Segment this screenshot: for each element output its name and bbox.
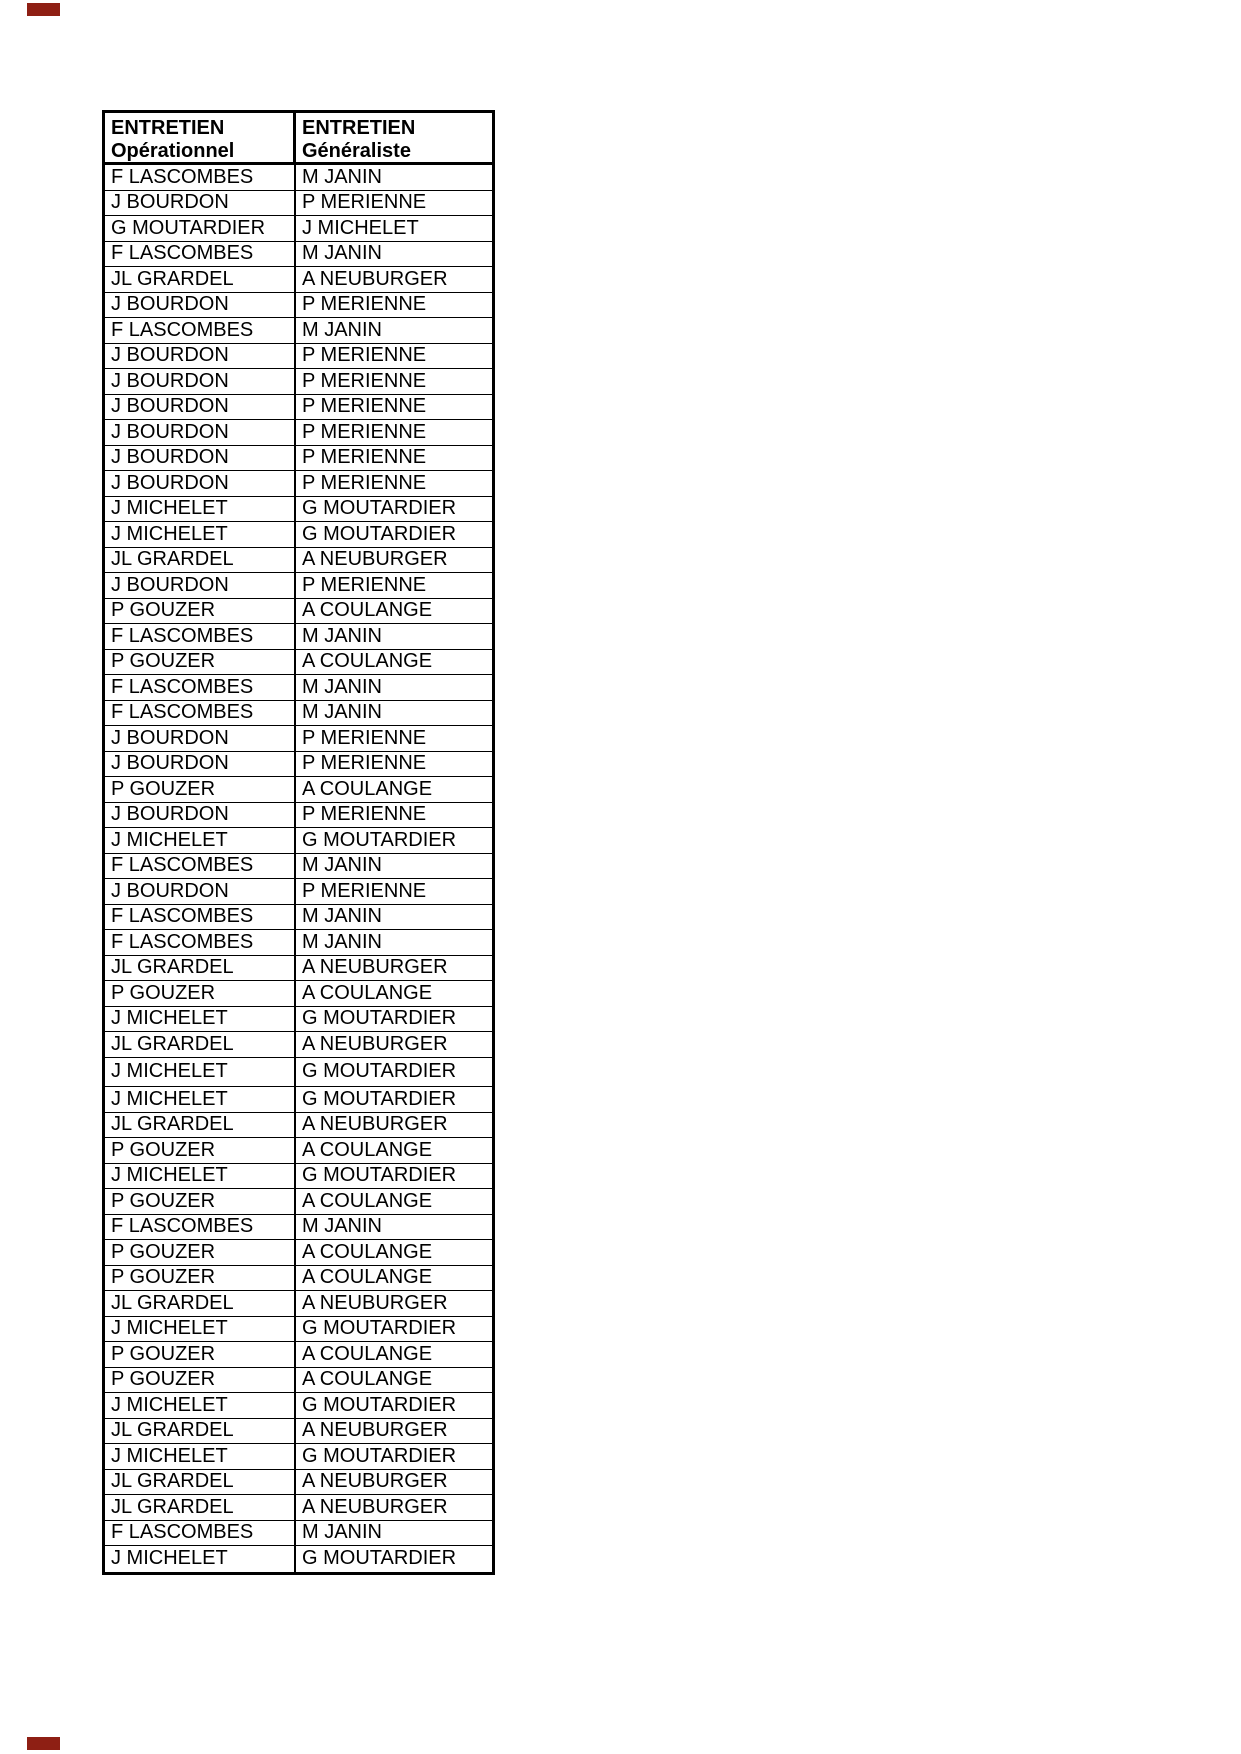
cell-operationnel: J MICHELET bbox=[105, 1546, 296, 1572]
cell-operationnel: J BOURDON bbox=[105, 573, 296, 598]
table-row bbox=[105, 165, 492, 191]
cell-generaliste: M JANIN bbox=[302, 854, 382, 877]
table-row bbox=[105, 216, 492, 242]
cell-generaliste: P MERIENNE bbox=[302, 726, 427, 749]
cell-operationnel: P GOUZER bbox=[105, 1138, 296, 1163]
cell-operationnel: F LASCOMBES bbox=[105, 624, 296, 649]
cell-generaliste: M JANIN bbox=[302, 675, 382, 698]
cell-generaliste: G MOUTARDIER bbox=[302, 1060, 457, 1083]
cell-generaliste: M JANIN bbox=[302, 930, 382, 953]
cell-generaliste: A COULANGE bbox=[302, 599, 433, 622]
header-line: Généraliste bbox=[302, 140, 411, 162]
cell-generaliste: A COULANGE bbox=[302, 1266, 433, 1289]
table-row bbox=[105, 446, 492, 472]
table-row bbox=[105, 522, 492, 548]
cell-generaliste: G MOUTARDIER bbox=[302, 1164, 457, 1187]
cell-generaliste: G MOUTARDIER bbox=[302, 1317, 457, 1340]
cell-generaliste: M JANIN bbox=[302, 165, 382, 188]
cell-generaliste: P MERIENNE bbox=[302, 293, 427, 316]
cell-generaliste: G MOUTARDIER bbox=[302, 1007, 457, 1030]
cell-operationnel: J MICHELET bbox=[105, 1317, 296, 1342]
cell-generaliste: A COULANGE bbox=[302, 1342, 433, 1365]
cell-operationnel: JL GRARDEL bbox=[105, 1470, 296, 1495]
cell-generaliste: M JANIN bbox=[302, 242, 382, 265]
cell-generaliste: M JANIN bbox=[302, 318, 382, 341]
table-body bbox=[105, 165, 492, 1572]
cell-generaliste: A NEUBURGER bbox=[302, 1470, 448, 1493]
cell-generaliste: G MOUTARDIER bbox=[302, 1393, 457, 1416]
cell-generaliste: G MOUTARDIER bbox=[302, 1547, 457, 1570]
table-row bbox=[105, 1266, 492, 1292]
cell-generaliste: A NEUBURGER bbox=[302, 267, 448, 290]
table-row bbox=[105, 1419, 492, 1445]
cell-generaliste: A COULANGE bbox=[302, 1138, 433, 1161]
cell-operationnel: F LASCOMBES bbox=[105, 1521, 296, 1546]
table-row bbox=[105, 344, 492, 370]
table-row bbox=[105, 1240, 492, 1266]
cell-generaliste: G MOUTARDIER bbox=[302, 1444, 457, 1467]
cell-generaliste: A COULANGE bbox=[302, 650, 433, 673]
cell-operationnel: P GOUZER bbox=[105, 650, 296, 675]
cell-operationnel: JL GRARDEL bbox=[105, 1419, 296, 1444]
cell-operationnel: J MICHELET bbox=[105, 1087, 296, 1112]
cell-generaliste: P MERIENNE bbox=[302, 752, 427, 775]
cell-operationnel: P GOUZER bbox=[105, 599, 296, 624]
cell-operationnel: F LASCOMBES bbox=[105, 905, 296, 930]
cell-operationnel: P GOUZER bbox=[105, 777, 296, 802]
cell-generaliste: G MOUTARDIER bbox=[302, 522, 457, 545]
cell-generaliste: P MERIENNE bbox=[302, 420, 427, 443]
header-line: ENTRETIEN bbox=[302, 117, 416, 139]
table-row bbox=[105, 726, 492, 752]
cell-generaliste: M JANIN bbox=[302, 701, 382, 724]
header-line: Opérationnel bbox=[111, 140, 235, 162]
cell-generaliste: M JANIN bbox=[302, 1521, 382, 1544]
cell-generaliste: P MERIENNE bbox=[302, 471, 427, 494]
red-corner-mark-top bbox=[27, 3, 60, 16]
cell-generaliste: M JANIN bbox=[302, 905, 382, 928]
cell-operationnel: J BOURDON bbox=[105, 879, 296, 904]
table-row bbox=[105, 318, 492, 344]
cell-generaliste: G MOUTARDIER bbox=[302, 497, 457, 520]
table-row bbox=[105, 1444, 492, 1470]
cell-generaliste: J MICHELET bbox=[302, 216, 419, 239]
table-row bbox=[105, 930, 492, 956]
table-row bbox=[105, 752, 492, 778]
cell-operationnel: JL GRARDEL bbox=[105, 1113, 296, 1138]
table-header-row bbox=[105, 113, 492, 165]
cell-generaliste: A NEUBURGER bbox=[302, 956, 448, 979]
cell-operationnel: JL GRARDEL bbox=[105, 956, 296, 981]
table-row bbox=[105, 1368, 492, 1394]
red-corner-mark-bottom bbox=[27, 1737, 60, 1750]
table-row bbox=[105, 1058, 492, 1088]
cell-operationnel: J MICHELET bbox=[105, 1058, 296, 1087]
cell-operationnel: F LASCOMBES bbox=[105, 165, 296, 190]
table-row bbox=[105, 548, 492, 574]
cell-operationnel: J BOURDON bbox=[105, 293, 296, 318]
table-row bbox=[105, 599, 492, 625]
cell-operationnel: F LASCOMBES bbox=[105, 930, 296, 955]
cell-operationnel: J BOURDON bbox=[105, 191, 296, 216]
cell-operationnel: J MICHELET bbox=[105, 522, 296, 547]
table-row bbox=[105, 1521, 492, 1547]
cell-operationnel: J BOURDON bbox=[105, 726, 296, 751]
table-row bbox=[105, 1470, 492, 1496]
cell-generaliste: A NEUBURGER bbox=[302, 548, 448, 571]
table-row bbox=[105, 1495, 492, 1521]
table-row bbox=[105, 1164, 492, 1190]
cell-generaliste: A NEUBURGER bbox=[302, 1291, 448, 1314]
cell-operationnel: G MOUTARDIER bbox=[105, 216, 296, 241]
column-header-operationnel bbox=[105, 113, 296, 162]
table-row bbox=[105, 395, 492, 421]
table-row bbox=[105, 956, 492, 982]
table-row bbox=[105, 573, 492, 599]
table-row bbox=[105, 828, 492, 854]
table-row bbox=[105, 1546, 492, 1572]
table-row bbox=[105, 191, 492, 217]
table-row bbox=[105, 905, 492, 931]
table-row bbox=[105, 777, 492, 803]
table-row bbox=[105, 624, 492, 650]
cell-operationnel: F LASCOMBES bbox=[105, 675, 296, 700]
header-line: ENTRETIEN bbox=[111, 117, 225, 139]
cell-operationnel: J BOURDON bbox=[105, 395, 296, 420]
table-row bbox=[105, 293, 492, 319]
cell-generaliste: M JANIN bbox=[302, 624, 382, 647]
table-row bbox=[105, 267, 492, 293]
cell-generaliste: A NEUBURGER bbox=[302, 1113, 448, 1136]
cell-operationnel: JL GRARDEL bbox=[105, 1291, 296, 1316]
table-row bbox=[105, 1087, 492, 1113]
cell-generaliste: A NEUBURGER bbox=[302, 1495, 448, 1518]
cell-operationnel: JL GRARDEL bbox=[105, 1032, 296, 1057]
cell-operationnel: J BOURDON bbox=[105, 471, 296, 496]
table-row bbox=[105, 1113, 492, 1139]
table-row bbox=[105, 420, 492, 446]
table-row bbox=[105, 981, 492, 1007]
cell-generaliste: A NEUBURGER bbox=[302, 1032, 448, 1055]
cell-operationnel: J BOURDON bbox=[105, 803, 296, 828]
cell-generaliste: A COULANGE bbox=[302, 1368, 433, 1391]
cell-operationnel: F LASCOMBES bbox=[105, 318, 296, 343]
cell-operationnel: J MICHELET bbox=[105, 1393, 296, 1418]
table-row bbox=[105, 1189, 492, 1215]
cell-generaliste: P MERIENNE bbox=[302, 573, 427, 596]
cell-generaliste: P MERIENNE bbox=[302, 369, 427, 392]
cell-operationnel: J BOURDON bbox=[105, 446, 296, 471]
cell-operationnel: F LASCOMBES bbox=[105, 854, 296, 879]
cell-operationnel: JL GRARDEL bbox=[105, 267, 296, 292]
table-row bbox=[105, 650, 492, 676]
cell-operationnel: J MICHELET bbox=[105, 497, 296, 522]
cell-generaliste: A COULANGE bbox=[302, 1189, 433, 1212]
table-row bbox=[105, 471, 492, 497]
cell-generaliste: G MOUTARDIER bbox=[302, 1087, 457, 1110]
cell-generaliste: A COULANGE bbox=[302, 777, 433, 800]
table-row bbox=[105, 1032, 492, 1058]
cell-operationnel: J BOURDON bbox=[105, 420, 296, 445]
table-row bbox=[105, 1291, 492, 1317]
table-row bbox=[105, 1393, 492, 1419]
cell-operationnel: P GOUZER bbox=[105, 981, 296, 1006]
cell-operationnel: J BOURDON bbox=[105, 369, 296, 394]
cell-operationnel: P GOUZER bbox=[105, 1266, 296, 1291]
table-row bbox=[105, 1317, 492, 1343]
cell-operationnel: P GOUZER bbox=[105, 1189, 296, 1214]
cell-generaliste: A COULANGE bbox=[302, 1240, 433, 1263]
cell-operationnel: P GOUZER bbox=[105, 1240, 296, 1265]
cell-operationnel: F LASCOMBES bbox=[105, 701, 296, 726]
table-row bbox=[105, 1138, 492, 1164]
entretien-table bbox=[102, 110, 495, 1575]
cell-operationnel: P GOUZER bbox=[105, 1368, 296, 1393]
cell-operationnel: J BOURDON bbox=[105, 344, 296, 369]
table-row bbox=[105, 701, 492, 727]
table-row bbox=[105, 675, 492, 701]
cell-generaliste: P MERIENNE bbox=[302, 803, 427, 826]
cell-operationnel: J MICHELET bbox=[105, 1444, 296, 1469]
cell-operationnel: JL GRARDEL bbox=[105, 1495, 296, 1520]
table-row bbox=[105, 242, 492, 268]
cell-operationnel: F LASCOMBES bbox=[105, 1215, 296, 1240]
cell-operationnel: J MICHELET bbox=[105, 1164, 296, 1189]
table-row bbox=[105, 879, 492, 905]
cell-generaliste: A NEUBURGER bbox=[302, 1419, 448, 1442]
table-row bbox=[105, 854, 492, 880]
cell-generaliste: M JANIN bbox=[302, 1215, 382, 1238]
table-row bbox=[105, 369, 492, 395]
cell-generaliste: P MERIENNE bbox=[302, 446, 427, 469]
cell-generaliste: A COULANGE bbox=[302, 981, 433, 1004]
table-row bbox=[105, 1342, 492, 1368]
table-row bbox=[105, 803, 492, 829]
cell-generaliste: P MERIENNE bbox=[302, 879, 427, 902]
cell-operationnel: F LASCOMBES bbox=[105, 242, 296, 267]
cell-operationnel: J MICHELET bbox=[105, 828, 296, 853]
cell-operationnel: J BOURDON bbox=[105, 752, 296, 777]
cell-operationnel: JL GRARDEL bbox=[105, 548, 296, 573]
cell-generaliste: P MERIENNE bbox=[302, 344, 427, 367]
cell-operationnel: P GOUZER bbox=[105, 1342, 296, 1367]
cell-generaliste: P MERIENNE bbox=[302, 395, 427, 418]
column-header-generaliste bbox=[296, 113, 492, 162]
table-row bbox=[105, 1215, 492, 1241]
table-row bbox=[105, 1007, 492, 1033]
cell-operationnel: J MICHELET bbox=[105, 1007, 296, 1032]
cell-generaliste: G MOUTARDIER bbox=[302, 828, 457, 851]
cell-generaliste: P MERIENNE bbox=[302, 191, 427, 214]
table-row bbox=[105, 497, 492, 523]
